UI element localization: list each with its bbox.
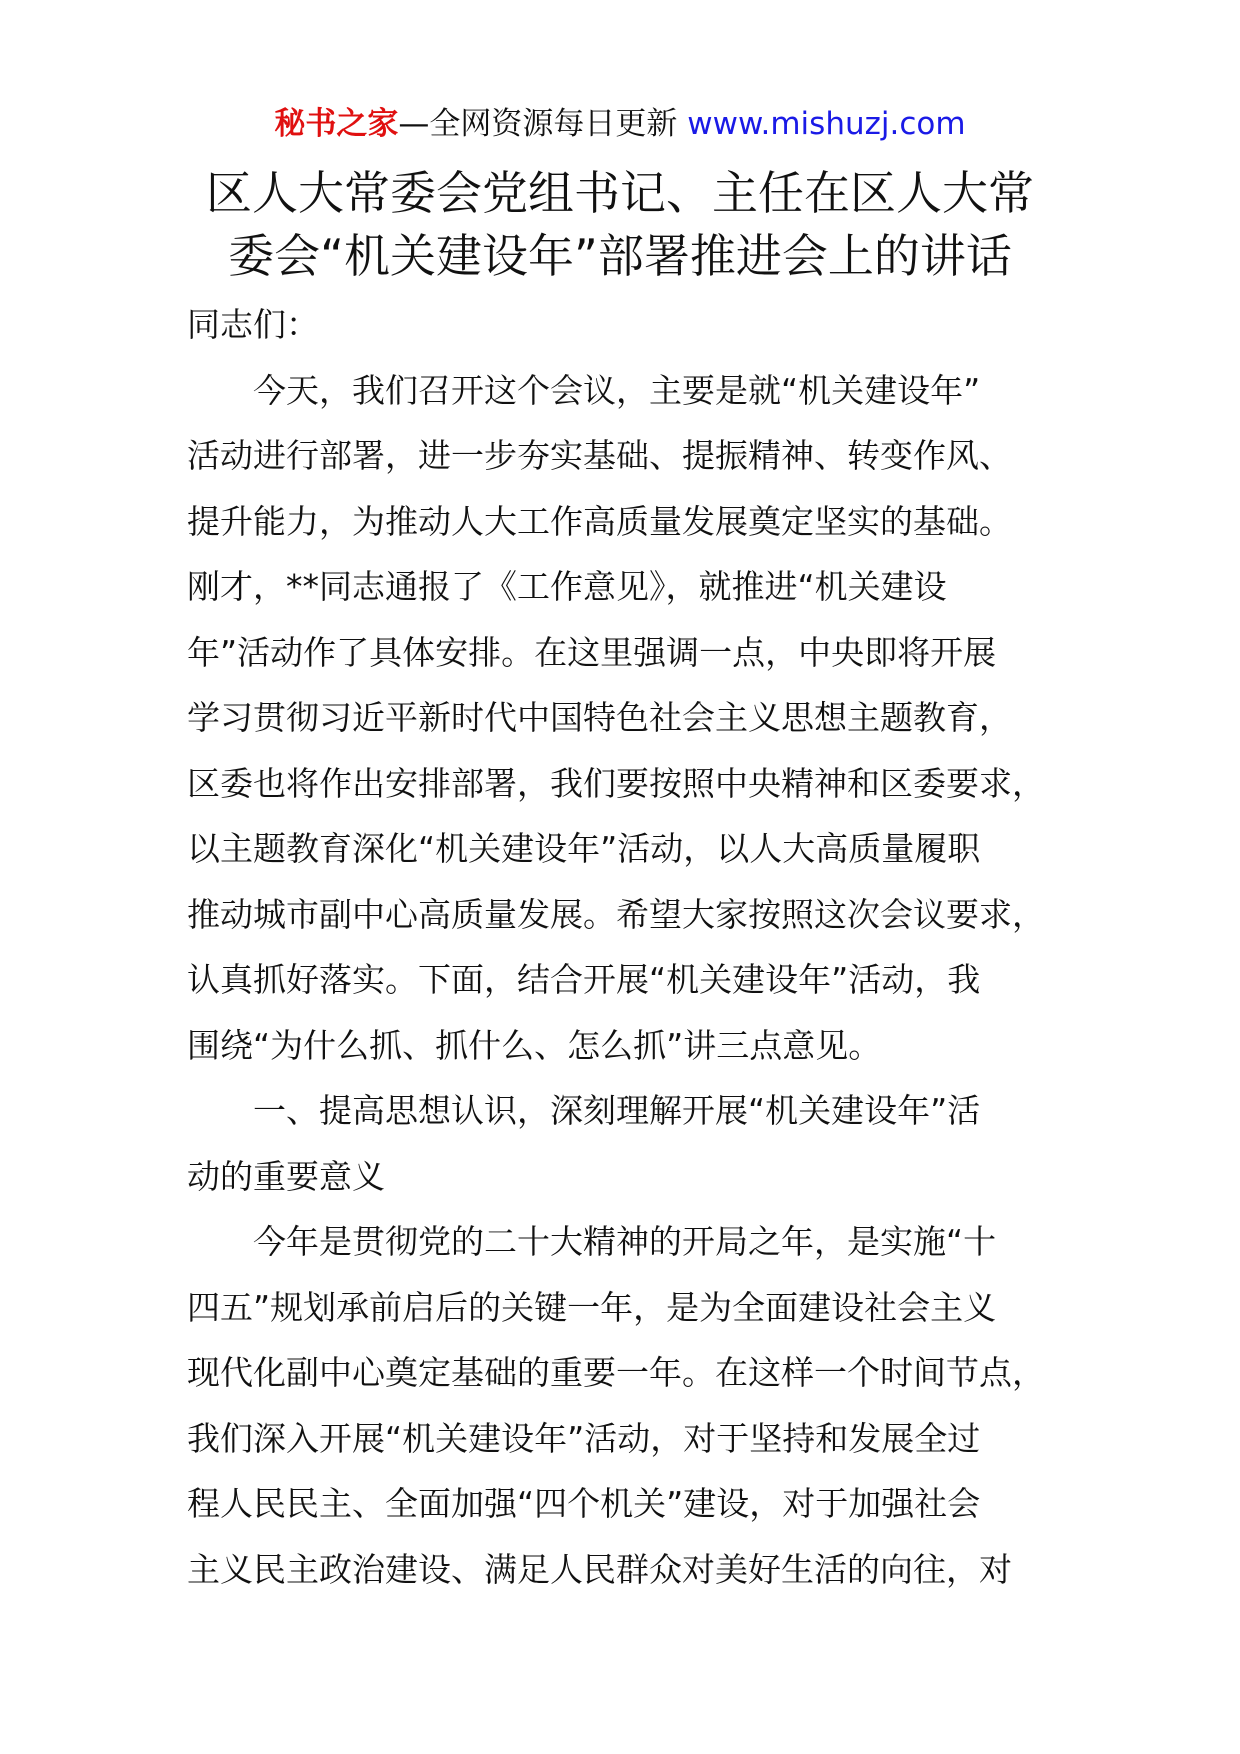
paragraph-line: 活动进行部署，进一步夯实基础、提振精神、转变作风、 [187, 436, 1012, 475]
paragraph-line: 现代化副中心奠定基础的重要一年。在这样一个时间节点， [187, 1353, 1045, 1392]
header-slogan: —全网资源每日更新 [398, 106, 678, 142]
site-header [0, 100, 1240, 148]
document-title [0, 162, 1240, 288]
document-body [187, 292, 1057, 1602]
paragraph-line: 今年是贯彻党的二十大精神的开局之年，是实施“十 [253, 1222, 997, 1261]
paragraph-line: 以主题教育深化“机关建设年”活动，以人大高质量履职 [187, 829, 981, 868]
salutation: 同志们： [187, 305, 319, 344]
brand-name: 秘书之家 [274, 106, 399, 142]
site-url[interactable]: www.mishuzj.com [687, 106, 966, 142]
paragraph-line: 推动城市副中心高质量发展。希望大家按照这次会议要求， [187, 894, 1045, 934]
paragraph-line: 认真抓好落实。下面，结合开展“机关建设年”活动，我 [187, 960, 981, 999]
paragraph-line: 今天，我们召开这个会议，主要是就“机关建设年” [253, 370, 981, 410]
paragraph-line: 我们深入开展“机关建设年”活动，对于坚持和发展全过 [187, 1418, 981, 1458]
paragraph-line: 程人民民主、全面加强“四个机关”建设，对于加强社会 [187, 1484, 981, 1523]
paragraph-line: 围绕“为什么抓、抓什么、怎么抓”讲三点意见。 [187, 1025, 882, 1065]
section-heading-line: 一、提高思想认识，深刻理解开展“机关建设年”活 [253, 1091, 981, 1130]
paragraph-line: 提升能力，为推动人大工作高质量发展奠定坚实的基础。 [187, 501, 1012, 541]
title-line-2: 委会“机关建设年”部署推进会上的讲话 [228, 229, 1012, 283]
section-heading-line: 动的重要意义 [187, 1156, 385, 1196]
paragraph-line: 刚才，**同志通报了《工作意见》，就推进“机关建设 [187, 567, 947, 606]
paragraph-line: 学习贯彻习近平新时代中国特色社会主义思想主题教育， [187, 698, 1012, 737]
paragraph-line: 区委也将作出安排部署，我们要按照中央精神和区委要求， [187, 763, 1045, 803]
paragraph-line: 四五”规划承前启后的关键一年，是为全面建设社会主义 [187, 1287, 997, 1327]
title-line-1: 区人大常委会党组书记、主任在区人大常 [206, 166, 1034, 220]
paragraph-line: 主义民主政治建设、满足人民群众对美好生活的向往，对 [187, 1549, 1012, 1589]
paragraph-line: 年”活动作了具体安排。在这里强调一点，中央即将开展 [187, 632, 997, 672]
